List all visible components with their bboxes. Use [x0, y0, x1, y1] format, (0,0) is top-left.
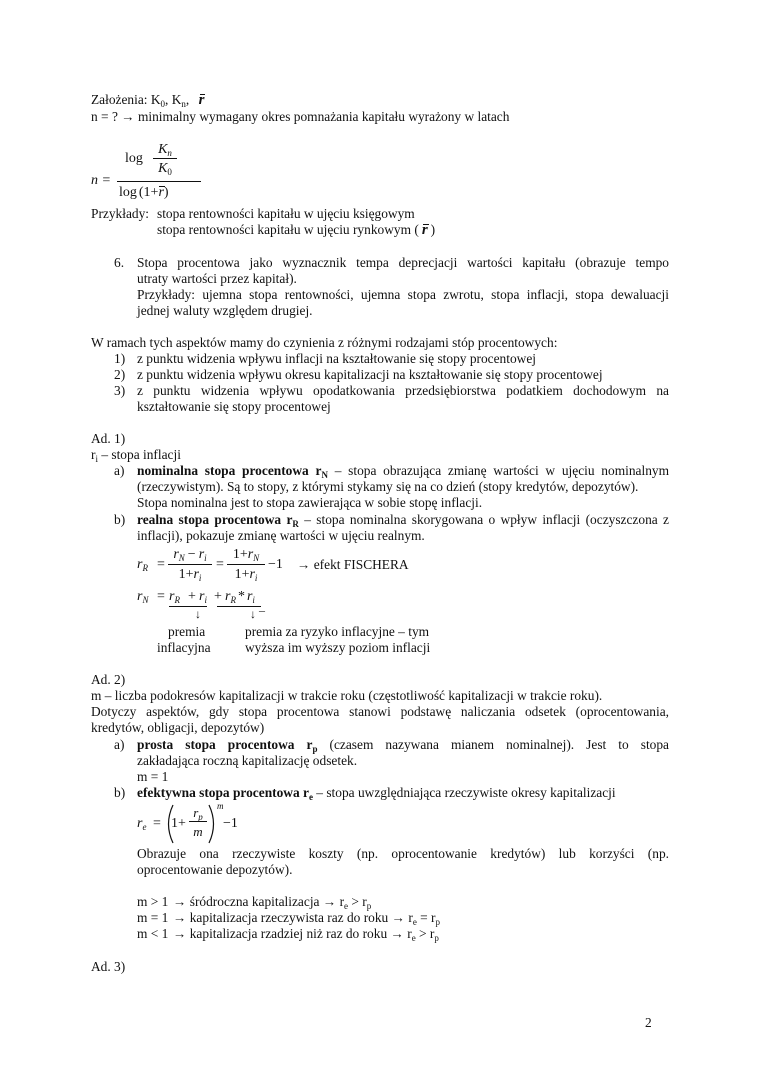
case-1 [137, 894, 371, 910]
ri-sub: i [95, 454, 98, 464]
f1-one: 1+ [178, 567, 194, 582]
ad2-a-line2: zakładająca roczną kapitalizację odsetek. [137, 753, 358, 768]
ad1-a-rest: – stopa obrazująca zmianę wartości w ujęciu nominalnym [327, 463, 669, 478]
n-definition: n = ? → minimalny wymagany okres pomnażania kapitału wyrażony w latach [91, 109, 510, 124]
decomp-underbrace-left [169, 606, 207, 607]
case-2-s1: e [412, 917, 417, 927]
examples-close: ) [430, 222, 436, 237]
f2-den-ri: r [249, 567, 255, 582]
f2-den-i: i [254, 573, 258, 583]
case-1-cond: m > 1 [137, 894, 169, 909]
ad1-a-line3: Stopa nominalna jest to stopa zawierająca w sobie stopę inflacji. [137, 495, 483, 510]
fischer-formula [137, 546, 437, 586]
item6-number: 6. [114, 255, 125, 270]
ad2-a-label: a) [114, 737, 125, 752]
fischer-lhs [137, 557, 148, 573]
decomp-i: i [204, 595, 207, 605]
k0-subscript: 0 [160, 99, 166, 109]
real-rate-term: realna stopa procentowa r [137, 512, 293, 527]
ad2-b-line1 [137, 785, 616, 801]
examples-line1: stopa rentowności kapitału w ujęciu księgowym [157, 206, 415, 221]
case-2 [137, 910, 440, 926]
assumptions-line [91, 92, 204, 108]
case-2-cond: m = 1 [137, 910, 169, 925]
f2-N: N [253, 553, 260, 563]
eff-one: 1+ [171, 816, 186, 831]
decomp-prod-ri: r [246, 589, 253, 604]
formula-n-denominator [119, 184, 169, 201]
case-3-s1: e [411, 933, 416, 943]
fischer-rR: r [137, 557, 143, 572]
real-rate-sub: R [292, 519, 299, 529]
effective-rate-term: efektywna stopa procentowa r [137, 785, 309, 800]
eff-exponent: m [217, 801, 224, 811]
log-numerator: log [125, 151, 143, 166]
ad2-b-rest: – stopa uwzględniająca rzeczywiste okresy kapitalizacji [312, 785, 616, 800]
kn-over-k0-num [153, 141, 177, 159]
case-3-text: → kapitalizacja rzadziej niż raz do roku → r [173, 926, 412, 941]
decomp-prod-rR: r [225, 589, 231, 604]
eff-minus-one: −1 [223, 816, 238, 831]
nominal-rate-term: nominalna stopa procentowa r [137, 463, 322, 478]
ad2-heading: Ad. 2) [91, 672, 126, 687]
case-2-s2: p [435, 917, 441, 927]
eff-frac-num [189, 805, 207, 822]
ad2-explain1: Obrazuje ona rzeczywiste koszty (np. oprocentowanie kredytów) lub korzyści (np. [137, 846, 669, 861]
aspects-text-2: z punktu widzenia wpływu okresu kapitalizacji na kształtowanie się stopy procentowej [137, 367, 603, 382]
k0-k: K [158, 161, 168, 176]
aspects-num-3: 3) [114, 383, 126, 398]
assumptions-sep2: , [185, 92, 190, 107]
examples-line2-text: stopa rentowności kapitału w ujęciu rynkowym ( [157, 222, 419, 237]
ad2-explain2: oprocentowanie depozytów). [137, 862, 293, 877]
decomp-rR: r [169, 589, 175, 604]
ad2-a-line1 [137, 737, 669, 753]
ri-definition [91, 447, 181, 463]
page-number: 2 [645, 1015, 652, 1030]
decomp-rR-term [169, 589, 180, 605]
f1-minus: − [187, 547, 196, 562]
examples-line2 [157, 222, 435, 238]
kn-subscript: n [181, 99, 186, 109]
den-open: (1+ [138, 185, 159, 200]
ad2-line3: kredytów, obligacji, depozytów) [91, 720, 265, 735]
nominal-rate-sub: N [321, 470, 328, 480]
effective-rate-sub: e [308, 792, 313, 802]
case-1-rel: > r [348, 894, 367, 909]
decomp-arrow-right: ↓ [250, 607, 256, 621]
eff-rp: r [193, 805, 199, 820]
ad1-b-line2: inflacji), pokazuje zmianę wartości w ujęciu realnym. [137, 528, 425, 543]
fischer-eq1: = [157, 557, 165, 572]
item6-line2: utraty wartości przez kapitał). [137, 271, 297, 286]
premia-left-1: premia [168, 624, 206, 639]
assumptions-sep: , K [165, 92, 182, 107]
den-close: ) [163, 185, 169, 200]
decomp-prod-i: i [252, 595, 255, 605]
f1-den-i: i [198, 573, 202, 583]
f1-N: N [178, 553, 185, 563]
fischer-frac2-den [227, 566, 265, 584]
eff-p: p [198, 812, 203, 822]
decomp-arrow-left: ↓ [195, 607, 201, 621]
fischer-R-sub: R [142, 563, 148, 573]
f1-den-ri: r [193, 567, 199, 582]
decomp-N: N [142, 595, 149, 605]
ad1-a-label: a) [114, 463, 125, 478]
case-1-s1: e [344, 901, 349, 911]
f2-one: 1+ [232, 547, 248, 562]
den-log: log [119, 185, 137, 200]
m-definition: m – liczba podokresów kapitalizacji w trakcie roku (częstotliwość kapitalizacji w trakcie roku). [91, 688, 603, 703]
examples-label: Przykłady: [91, 206, 150, 221]
decomp-ri: r [199, 589, 205, 604]
decomp-star: * [237, 589, 245, 604]
r-bar-symbol: r [198, 92, 205, 108]
f2-rN: r [247, 547, 254, 562]
f1-rN: r [173, 547, 179, 562]
case-3 [137, 926, 439, 942]
fischer-label: → efekt FISCHERA [297, 557, 409, 572]
ad1-b-line1 [137, 512, 669, 528]
decomp-plus1: + [188, 589, 196, 604]
eff-frac-den: m [193, 824, 203, 839]
assumptions-label: Założenia: K [91, 92, 161, 107]
eff-eq: = [153, 816, 161, 831]
kn-over-k0-den [153, 160, 177, 177]
kn-sub: n [167, 148, 172, 158]
decomp-product-term [225, 589, 255, 605]
f1-ri: r [198, 547, 205, 562]
aspects-text-3: z punktu widzenia wpływu opodatkowania przedsiębiorstwa podatkiem dochodowym na [137, 383, 669, 398]
case-1-text: → śródroczna kapitalizacja → r [173, 894, 345, 909]
decomp-lhs [137, 589, 148, 605]
simple-rate-sub: p [312, 744, 318, 754]
decomp-ri-term [199, 589, 207, 605]
fischer-eq2: = [216, 557, 224, 572]
eff-lhs [137, 816, 146, 832]
ad1-b-label: b) [114, 512, 126, 527]
ri-text: – stopa inflacji [97, 447, 181, 462]
item6-line4: jednej waluty względem drugiej. [137, 303, 313, 318]
fischer-frac2-num [227, 546, 265, 565]
formula-n-lhs: n = [91, 173, 111, 188]
case-3-rel: > r [415, 926, 435, 941]
main-fraction-bar [117, 181, 201, 182]
aspects-text-1: z punktu widzenia wpływu inflacji na kształtowanie się stopy procentowej [137, 351, 537, 366]
decomposition-formula [137, 589, 337, 625]
decomp-dash: – [259, 603, 265, 617]
eff-re: r [137, 816, 143, 831]
k0-sub: 0 [167, 167, 172, 177]
aspects-num-1: 1) [114, 351, 126, 366]
examples-r-bar: r [421, 222, 428, 238]
simple-rate-term: prosta stopa procentowa r [137, 737, 313, 752]
case-2-text: → kapitalizacja rzeczywista raz do roku → r [173, 910, 413, 925]
f2-den-one: 1+ [234, 567, 250, 582]
item6-line3: Przykłady: ujemna stopa rentowności, ujemna stopa zwrotu, stopa inflacji, stopa dewaluacji [137, 287, 669, 302]
ad1-a-line1 [137, 463, 669, 479]
f1-i: i [204, 553, 207, 563]
ad2-a-rest: (czasem nazywana mianem nominalnej). Jest to stopa [317, 737, 670, 752]
effective-rate-formula [137, 802, 277, 844]
ad2-line2: Dotyczy aspektów, gdy stopa procentowa stanowi podstawę naliczania odsetek (oprocentowania, [91, 704, 669, 719]
case-3-cond: m < 1 [137, 926, 169, 941]
fischer-frac1-num [168, 546, 212, 565]
premia-right-2: wyższa im wyższy poziom inflacji [245, 640, 431, 655]
fischer-minus-one: −1 [268, 557, 283, 572]
ad2-b-label: b) [114, 785, 126, 800]
decomp-plus2: + [214, 589, 222, 604]
decomp-rN: r [137, 589, 143, 604]
ad1-a-line2: (rzeczywistym). Są to stopy, z którymi stykamy się na co dzień (stopy kredytów, depozytów). [137, 479, 639, 494]
premia-right-1: premia za ryzyko inflacyjne – tym [245, 624, 430, 639]
aspects-num-2: 2) [114, 367, 126, 382]
den-r-bar: r [158, 185, 164, 200]
decomp-R: R [174, 595, 180, 605]
fischer-frac1-den [168, 566, 212, 584]
ad3-heading: Ad. 3) [91, 959, 126, 974]
ad1-heading: Ad. 1) [91, 431, 126, 446]
case-3-s2: p [434, 933, 439, 943]
case-2-rel: = r [416, 910, 436, 925]
ad2-a-line3: m = 1 [137, 769, 169, 784]
decomp-prod-R: R [230, 595, 236, 605]
item6-line1: Stopa procentowa jako wyznacznik tempa deprecjacji wartości kapitału (obrazuje tempo [137, 255, 669, 270]
eff-e: e [142, 822, 147, 832]
ad1-b-rest: – stopa nominalna skorygowana o wpływ inflacji (oczyszczona z [298, 512, 669, 527]
case-1-s2: p [366, 901, 372, 911]
kn-k: K [158, 142, 168, 157]
premia-left-2: inflacyjna [157, 640, 211, 655]
aspects-text-3-cont: kształtowanie się stopy procentowej [137, 399, 331, 414]
ri-r: r [91, 447, 96, 462]
aspects-intro: W ramach tych aspektów mamy do czynienia z różnymi rodzajami stóp procentowych: [91, 335, 558, 350]
decomp-eq: = [157, 589, 165, 604]
